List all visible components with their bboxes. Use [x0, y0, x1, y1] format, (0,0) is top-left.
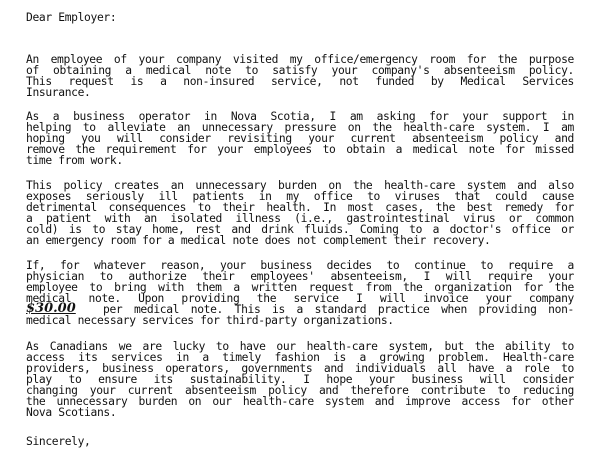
paragraph-line: Nova Scotians. — [26, 406, 117, 419]
paragraph-line: cold) is to stay home, rest and drink fluids. Coming to a doctor's office or — [26, 223, 574, 236]
paragraph-line: per medical note. This is a standard practice when providing non- — [103, 303, 574, 316]
paragraph-line: detrimental consequences to their health. In most cases, the best remedy for — [26, 201, 574, 214]
fee-amount: 30.00 — [35, 301, 76, 316]
paragraph-line: As Canadians we are lucky to have our health-care system, but the ability to — [26, 340, 574, 353]
paragraph-line: This request is a non-insured service, not funded by Medical Services — [26, 75, 574, 88]
fee-prefix: $ — [26, 301, 36, 316]
paragraph-line: medical necessary services for third-party organizations. — [26, 314, 394, 327]
paragraph-line: time from work. — [26, 154, 123, 167]
paragraph-line: play to ensure its sustainability. I hope your business will consider — [26, 373, 574, 386]
handwritten-fee — [26, 303, 102, 315]
paragraph-line: a patient with an isolated illness (i.e., gastrointestinal virus or common — [26, 212, 574, 225]
paragraph-line: As a business operator in Nova Scotia, I am asking for your support in — [26, 110, 574, 123]
paragraph-line: hoping you will consider revisiting your current absenteeism policy and — [26, 132, 574, 145]
paragraph-line: employee to bring with them a written request from the organization for the — [26, 281, 574, 294]
paragraph-line: An employee of your company visited my office/emergency room for the purpose — [26, 53, 574, 66]
paragraph-line: the unnecessary burden on our health-care system and improve access for other — [26, 395, 574, 408]
salutation: Dear Employer: — [26, 11, 117, 24]
paragraph-line: changing your current absenteeism policy and therefore contribute to reducing — [26, 384, 574, 397]
closing: Sincerely, — [26, 435, 91, 448]
paragraph-line: of obtaining a medical note to satisfy your company's absenteeism policy. — [26, 64, 574, 77]
paragraph-line: helping to alleviate an unnecessary pressure on the health-care system. I am — [26, 121, 574, 134]
paragraph-line: exposes seriously ill patients in my office to viruses that could cause — [26, 190, 574, 203]
paragraph-line: providers, business operators, governments and individuals all have a role to — [26, 362, 574, 375]
paragraph-line: If, for whatever reason, your business decides to continue to require a — [26, 259, 574, 272]
paragraph-line: access its services in a timely fashion is a growing problem. Health-care — [26, 351, 574, 364]
paragraph-line: Insurance. — [26, 86, 91, 99]
paragraph-line: This policy creates an unnecessary burden on the health-care system and also — [26, 179, 574, 192]
paragraph-line: physician to authorize their employees' absenteeism, I will require your — [26, 270, 574, 283]
fee-line — [26, 303, 102, 315]
paragraph-line: medical note. Upon providing the service I will invoice your company — [26, 292, 574, 305]
paragraph-line: remove the requirement for your employees to obtain a medical note for missed — [26, 143, 574, 156]
paragraph-line: an emergency room for a medical note does not complement their recovery. — [26, 234, 491, 247]
